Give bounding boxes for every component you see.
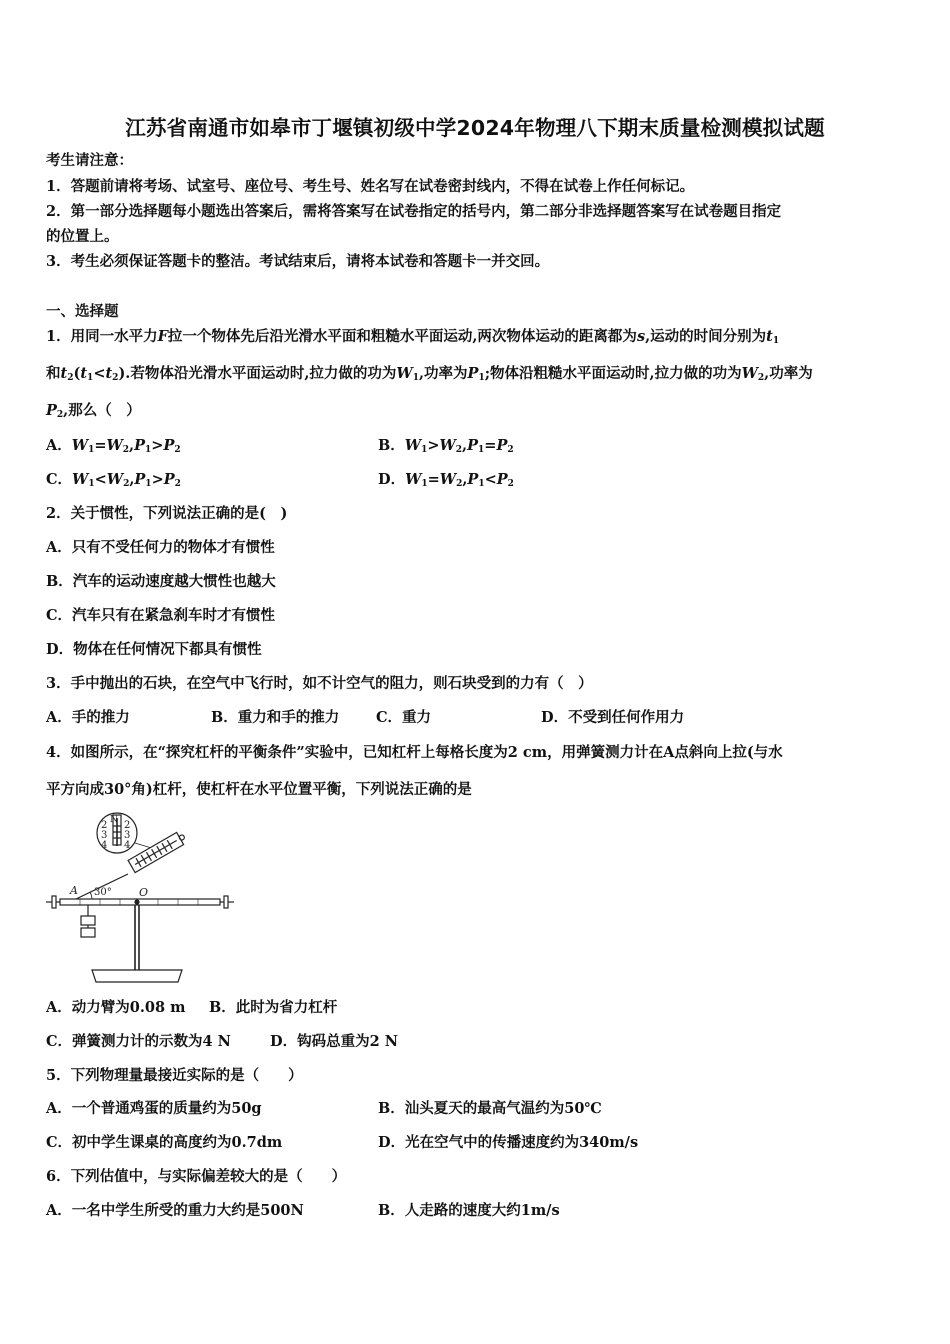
q6-option-a[interactable]: A．一名中学生所受的重力大约是500N xyxy=(46,1202,304,1219)
q1-option-b[interactable]: B．$W_1>W_2,P_1=P_2$ xyxy=(378,437,514,455)
q2-option-b[interactable]: B．汽车的运动速度越大惯性也越大 xyxy=(46,573,276,590)
notice-item-3: 3．考生必须保证答题卡的整洁。考试结束后，请将本试卷和答题卡一并交回。 xyxy=(46,253,550,270)
q3-option-d[interactable]: D．不受到任何作用力 xyxy=(541,709,685,726)
q1-stem-line-3: $P_2$,那么（ ） xyxy=(46,402,141,420)
q3-option-c[interactable]: C．重力 xyxy=(376,709,432,726)
hook-weight-2 xyxy=(81,928,95,937)
q3-stem: 3．手中抛出的石块，在空气中飞行时，如不计空气的阻力，则石块受到的力有（ ） xyxy=(46,675,593,692)
q4-option-d[interactable]: D．钩码总重为2 N xyxy=(270,1033,398,1050)
notice-item-2: 2．第一部分选择题每小题选出答案后，需将答案写在试卷指定的括号内，第二部分非选择题答案写在试卷题目指定 xyxy=(46,203,782,220)
q5-option-b[interactable]: B．汕头夏天的最高气温约为50℃ xyxy=(378,1100,602,1117)
notice-heading: 考生请注意： xyxy=(46,152,133,169)
q4-option-a[interactable]: A．动力臂为0.08 m xyxy=(46,999,186,1016)
scale-tick-r2: 2 xyxy=(124,820,131,831)
section-heading: 一、选择题 xyxy=(46,303,119,320)
q1-stem-line-2: 和$t_2(t_1<t_2)$.若物体沿光滑水平面运动时,拉力做的功为$W_1$,功率为$P_1$;物体沿粗糙水平面运动时,拉力做的功为$W_2$,功率为 xyxy=(46,365,813,383)
exam-title: 江苏省南通市如皋市丁堰镇初级中学2024年物理八下期末质量检测模拟试题 xyxy=(125,116,825,140)
q6-option-b[interactable]: B．人走路的速度大约1m/s xyxy=(378,1202,560,1219)
angle-label: 30° xyxy=(94,887,112,898)
q6-stem: 6．下列估值中，与实际偏差较大的是（ ） xyxy=(46,1168,347,1185)
q2-option-d[interactable]: D．物体在任何情况下都具有惯性 xyxy=(46,641,262,658)
scale-tick-l4: 4 xyxy=(101,840,108,851)
lever-bar xyxy=(60,899,220,905)
scale-n-label: N xyxy=(110,815,118,825)
q1-stem-line-1: 1．用同一水平力F拉一个物体先后沿光滑水平面和粗糙水平面运动,两次物体运动的距离都为s,运动的时间分别为$t_1$ xyxy=(46,328,780,346)
pivot-o-label: O xyxy=(139,886,149,899)
q1-option-d[interactable]: D．$W_1=W_2,P_1<P_2$ xyxy=(378,471,514,489)
q4-option-c[interactable]: C．弹簧测力计的示数为4 N xyxy=(46,1033,231,1050)
q3-option-b[interactable]: B．重力和手的推力 xyxy=(211,709,340,726)
q2-option-a[interactable]: A．只有不受任何力的物体才有惯性 xyxy=(46,539,275,556)
q3-option-a[interactable]: A．手的推力 xyxy=(46,709,130,726)
notice-item-2-cont: 的位置上。 xyxy=(46,228,119,245)
notice-item-1: 1．答题前请将考场、试室号、座位号、考生号、姓名写在试卷密封线内，不得在试卷上作任何标记。 xyxy=(46,178,695,195)
q2-option-c[interactable]: C．汽车只有在紧急刹车时才有惯性 xyxy=(46,607,276,624)
scale-tick-l3: 3 xyxy=(101,830,108,841)
stand-base xyxy=(92,970,182,982)
scale-tick-r3: 3 xyxy=(124,830,131,841)
q1-option-c[interactable]: C．$W_1<W_2,P_1>P_2$ xyxy=(46,471,181,489)
scale-tick-l2: 2 xyxy=(101,820,108,831)
q5-option-d[interactable]: D．光在空气中的传播速度约为340m/s xyxy=(378,1134,639,1151)
lever-figure xyxy=(40,808,240,988)
q4-stem-line-2: 平方向成30°角)杠杆，使杠杆在水平位置平衡，下列说法正确的是 xyxy=(46,781,472,798)
scale-tick-r4: 4 xyxy=(124,840,131,851)
q5-option-c[interactable]: C．初中学生课桌的高度约为0.7dm xyxy=(46,1134,283,1151)
q2-stem: 2．关于惯性，下列说法正确的是( ) xyxy=(46,505,288,522)
hook-weight-1 xyxy=(81,916,95,925)
q1-option-a[interactable]: A．$W_1=W_2,P_1>P_2$ xyxy=(46,437,181,455)
q5-stem: 5．下列物理量最接近实际的是（ ） xyxy=(46,1067,303,1084)
q5-option-a[interactable]: A．一个普通鸡蛋的质量约为50g xyxy=(46,1100,262,1117)
q4-option-b[interactable]: B．此时为省力杠杆 xyxy=(209,999,338,1016)
q4-stem-line-1: 4．如图所示，在“探究杠杆的平衡条件”实验中，已知杠杆上每格长度为2 cm，用弹簧测力计在A点斜向上拉(与水 xyxy=(46,744,783,761)
point-a-label: A xyxy=(70,884,78,897)
